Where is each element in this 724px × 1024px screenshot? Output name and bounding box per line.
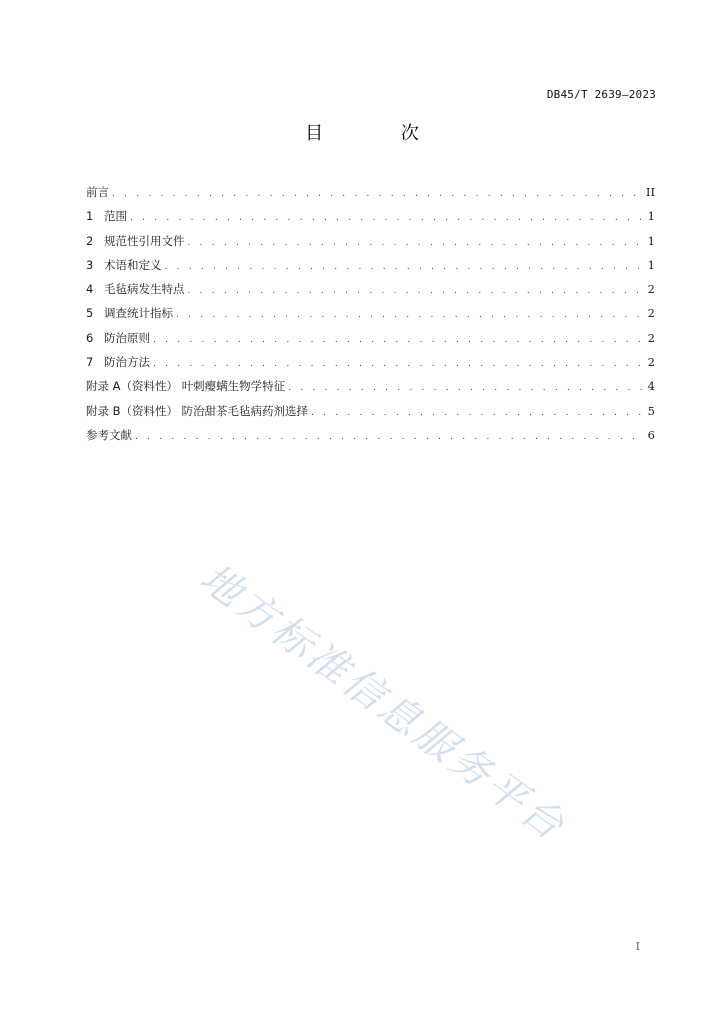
toc-entry-title: 术语和定义 — [104, 257, 162, 272]
toc-entry-number: 6 — [86, 330, 94, 345]
toc-dot-leader — [130, 206, 644, 230]
platform-watermark: 地方标准信息服务平台 — [191, 554, 575, 851]
toc-entry-occurrence[interactable] — [86, 277, 655, 301]
toc-entry-number: 2 — [86, 233, 94, 248]
toc-entry-page: 2 — [647, 282, 655, 297]
toc-dot-leader — [153, 352, 644, 376]
toc-entry-page: 2 — [647, 306, 655, 321]
toc-entry-terms-definitions[interactable] — [86, 253, 655, 277]
toc-entry-appendix-b[interactable] — [86, 399, 655, 423]
toc-entry-appendix-a[interactable] — [86, 374, 655, 398]
toc-entry-title: 防治方法 — [104, 355, 150, 370]
toc-entry-page: 4 — [647, 379, 655, 394]
toc-dot-leader — [188, 279, 645, 303]
toc-dot-leader — [153, 328, 644, 352]
toc-dot-leader — [188, 231, 645, 255]
toc-entry-page: 1 — [647, 209, 655, 224]
toc-entry-number: 5 — [86, 306, 94, 321]
toc-appendix-label: 附录 A（资料性） — [86, 379, 179, 394]
toc-appendix-label: 附录 B（资料性） — [86, 403, 179, 418]
toc-entry-title: 防治原则 — [104, 330, 150, 345]
toc-entry-control-methods[interactable] — [86, 350, 655, 374]
toc-entry-page: 1 — [647, 257, 655, 272]
toc-entry-title: 参考文献 — [86, 427, 132, 442]
toc-dot-leader — [311, 401, 644, 425]
table-of-contents — [86, 180, 655, 447]
toc-entry-title: 前言 — [86, 185, 109, 199]
toc-dot-leader — [165, 255, 645, 279]
toc-entry-page: II — [645, 185, 655, 199]
toc-entry-page: 2 — [647, 330, 655, 345]
toc-entry-number: 4 — [86, 282, 94, 297]
toc-entry-title: 调查统计指标 — [104, 306, 173, 321]
toc-entry-page: 1 — [647, 233, 655, 248]
toc-entry-control-principles[interactable] — [86, 326, 655, 350]
toc-entry-title: 防治甜茶毛毡病药剂选择 — [181, 403, 308, 418]
toc-entry-title: 毛毡病发生特点 — [104, 282, 185, 297]
toc-entry-title: 叶刺瘿螨生物学特征 — [181, 379, 286, 394]
toc-entry-number: 7 — [86, 355, 94, 370]
toc-entry-number: 1 — [86, 209, 94, 224]
toc-entry-title: 范围 — [104, 209, 127, 224]
toc-entry-foreword[interactable] — [86, 180, 655, 204]
toc-entry-page: 6 — [647, 427, 655, 442]
toc-entry-page: 2 — [647, 355, 655, 370]
toc-entry-survey-indicators[interactable] — [86, 301, 655, 325]
toc-entry-page: 5 — [647, 403, 655, 418]
toc-entry-scope[interactable] — [86, 204, 655, 228]
toc-entry-number: 3 — [86, 257, 94, 272]
toc-entry-bibliography[interactable] — [86, 423, 655, 447]
toc-entry-normative-references[interactable] — [86, 229, 655, 253]
toc-dot-leader — [288, 376, 644, 400]
standard-code: DB45/T 2639—2023 — [546, 88, 656, 101]
toc-entry-title: 规范性引用文件 — [104, 233, 185, 248]
toc-dot-leader — [135, 425, 644, 449]
toc-title: 目 次 — [305, 123, 455, 144]
toc-dot-leader — [112, 182, 643, 206]
page-number: I — [635, 940, 640, 953]
toc-dot-leader — [176, 303, 644, 327]
